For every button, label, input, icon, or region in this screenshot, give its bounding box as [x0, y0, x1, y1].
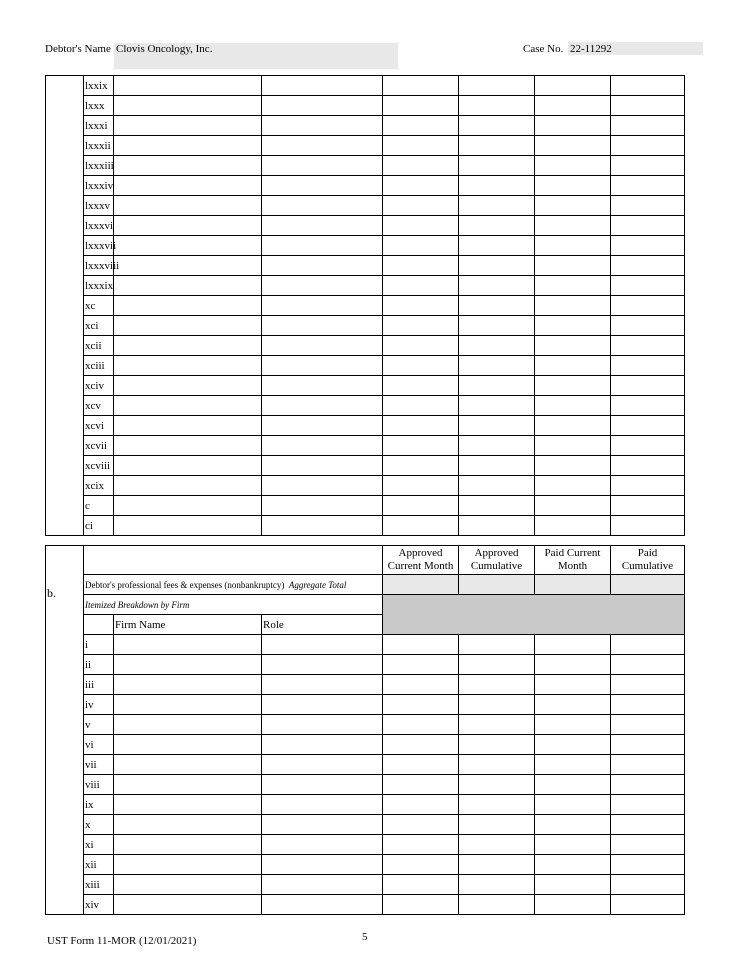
role-cell[interactable]: [262, 675, 383, 695]
approved-current-month-cell[interactable]: [383, 456, 459, 476]
approved-current-month-cell[interactable]: [383, 516, 459, 536]
approved-cumulative-cell[interactable]: [459, 116, 535, 136]
form-id: UST Form 11-MOR (12/01/2021): [47, 935, 197, 947]
approved-cumulative-cell[interactable]: [459, 635, 535, 655]
approved-cumulative-cell[interactable]: [459, 755, 535, 775]
role-cell[interactable]: [262, 855, 383, 875]
paid-current-month-cell[interactable]: [535, 516, 611, 536]
firm-name-cell[interactable]: [114, 376, 262, 396]
role-cell[interactable]: [262, 735, 383, 755]
paid-cumulative-cell[interactable]: [611, 396, 685, 416]
role-cell[interactable]: [262, 795, 383, 815]
approved-cumulative-cell[interactable]: [459, 276, 535, 296]
row-number: lxxxvii: [84, 236, 114, 256]
paid-cumulative-cell[interactable]: [611, 76, 685, 96]
approved-current-month-cell[interactable]: [383, 675, 459, 695]
approved-current-month-cell[interactable]: [383, 396, 459, 416]
role-cell[interactable]: [262, 496, 383, 516]
role-cell[interactable]: [262, 356, 383, 376]
approved-current-month-cell[interactable]: [383, 476, 459, 496]
paid-cumulative-cell[interactable]: [611, 755, 685, 775]
paid-cumulative-cell[interactable]: [611, 176, 685, 196]
approved-cumulative-cell[interactable]: [459, 895, 535, 915]
role-cell[interactable]: [262, 835, 383, 855]
paid-cumulative-cell[interactable]: [611, 835, 685, 855]
row-number: xci: [84, 316, 114, 336]
role-cell[interactable]: [262, 815, 383, 835]
approved-cumulative-cell[interactable]: [459, 815, 535, 835]
approved-cumulative-cell[interactable]: [459, 675, 535, 695]
paid-current-month-cell[interactable]: [535, 855, 611, 875]
role-cell[interactable]: [262, 316, 383, 336]
approved-current-month-cell[interactable]: [383, 96, 459, 116]
approved-current-month-cell[interactable]: [383, 116, 459, 136]
firm-name-cell[interactable]: [114, 795, 262, 815]
firm-name-cell[interactable]: [114, 436, 262, 456]
professional-fees-continuation-table: [45, 75, 685, 536]
paid-current-month-cell[interactable]: [535, 236, 611, 256]
aggregate-paid-current-month[interactable]: [535, 575, 611, 595]
paid-cumulative-cell[interactable]: [611, 236, 685, 256]
approved-cumulative-cell[interactable]: [459, 356, 535, 376]
approved-current-month-cell[interactable]: [383, 436, 459, 456]
paid-current-month-cell[interactable]: [535, 815, 611, 835]
role-cell[interactable]: [262, 236, 383, 256]
paid-current-month-cell[interactable]: [535, 835, 611, 855]
paid-cumulative-cell[interactable]: [611, 496, 685, 516]
paid-current-month-cell[interactable]: [535, 635, 611, 655]
role-cell[interactable]: [262, 96, 383, 116]
approved-current-month-cell[interactable]: [383, 755, 459, 775]
row-number: xcviii: [84, 456, 114, 476]
role-cell[interactable]: [262, 755, 383, 775]
approved-current-month-cell[interactable]: [383, 76, 459, 96]
role-cell[interactable]: [262, 256, 383, 276]
firm-name-header: Firm Name: [114, 615, 262, 635]
row-number: lxxxix: [84, 276, 114, 296]
paid-cumulative-cell[interactable]: [611, 875, 685, 895]
approved-current-month-cell[interactable]: [383, 376, 459, 396]
role-cell[interactable]: [262, 296, 383, 316]
firm-name-cell[interactable]: [114, 196, 262, 216]
approved-current-month-cell[interactable]: [383, 895, 459, 915]
role-cell[interactable]: [262, 336, 383, 356]
row-number: xciii: [84, 356, 114, 376]
row-number: xi: [84, 835, 114, 855]
paid-cumulative-cell[interactable]: [611, 336, 685, 356]
paid-cumulative-cell[interactable]: [611, 456, 685, 476]
aggregate-label: Debtor's professional fees & expenses (nonbankruptcy): [85, 579, 285, 590]
firm-name-cell[interactable]: [114, 356, 262, 376]
paid-current-month-cell[interactable]: [535, 396, 611, 416]
paid-current-month-cell[interactable]: [535, 735, 611, 755]
approved-current-month-cell[interactable]: [383, 735, 459, 755]
firm-name-cell[interactable]: [114, 296, 262, 316]
approved-current-month-cell[interactable]: [383, 196, 459, 216]
firm-name-cell[interactable]: [114, 516, 262, 536]
role-cell[interactable]: [262, 875, 383, 895]
firm-name-cell[interactable]: [114, 855, 262, 875]
paid-cumulative-cell[interactable]: [611, 256, 685, 276]
approved-current-month-cell[interactable]: [383, 875, 459, 895]
paid-cumulative-cell[interactable]: [611, 855, 685, 875]
paid-current-month-cell[interactable]: [535, 755, 611, 775]
approved-cumulative-cell[interactable]: [459, 456, 535, 476]
role-cell[interactable]: [262, 396, 383, 416]
approved-cumulative-cell[interactable]: [459, 795, 535, 815]
approved-cumulative-cell[interactable]: [459, 496, 535, 516]
paid-current-month-cell[interactable]: [535, 156, 611, 176]
paid-cumulative-cell[interactable]: [611, 136, 685, 156]
row-number: x: [84, 815, 114, 835]
case-number-label: Case No.: [523, 43, 564, 55]
row-number: xc: [84, 296, 114, 316]
aggregate-approved-cumulative[interactable]: [459, 575, 535, 595]
row-number: iv: [84, 695, 114, 715]
row-number: xciv: [84, 376, 114, 396]
paid-current-month-cell[interactable]: [535, 436, 611, 456]
paid-current-month-cell[interactable]: [535, 316, 611, 336]
approved-current-month-cell[interactable]: [383, 296, 459, 316]
approved-current-month-cell[interactable]: [383, 156, 459, 176]
paid-cumulative-cell[interactable]: [611, 735, 685, 755]
firm-name-cell[interactable]: [114, 815, 262, 835]
approved-current-month-cell[interactable]: [383, 236, 459, 256]
paid-current-month-cell[interactable]: [535, 715, 611, 735]
firm-name-cell[interactable]: [114, 476, 262, 496]
paid-current-month-cell[interactable]: [535, 875, 611, 895]
approved-cumulative-cell[interactable]: [459, 835, 535, 855]
role-cell[interactable]: [262, 655, 383, 675]
row-number: lxxx: [84, 96, 114, 116]
firm-name-cell[interactable]: [114, 116, 262, 136]
approved-cumulative-cell[interactable]: [459, 715, 535, 735]
approved-current-month-cell[interactable]: [383, 775, 459, 795]
row-number: lxxxv: [84, 196, 114, 216]
role-cell[interactable]: [262, 176, 383, 196]
paid-current-month-cell[interactable]: [535, 456, 611, 476]
row-number: vi: [84, 735, 114, 755]
row-number: xcvii: [84, 436, 114, 456]
approved-cumulative-cell[interactable]: [459, 256, 535, 276]
firm-name-cell[interactable]: [114, 176, 262, 196]
row-number: lxxxii: [84, 136, 114, 156]
paid-current-month-cell[interactable]: [535, 96, 611, 116]
role-cell[interactable]: [262, 516, 383, 536]
approved-cumulative-cell[interactable]: [459, 735, 535, 755]
firm-name-cell[interactable]: [114, 236, 262, 256]
paid-cumulative-cell[interactable]: [611, 416, 685, 436]
firm-name-cell[interactable]: [114, 96, 262, 116]
itemized-gray-block: [383, 595, 685, 635]
row-number: c: [84, 496, 114, 516]
approved-cumulative-cell[interactable]: [459, 436, 535, 456]
firm-name-cell[interactable]: [114, 136, 262, 156]
approved-current-month-cell[interactable]: [383, 356, 459, 376]
row-number: iii: [84, 675, 114, 695]
role-cell[interactable]: [262, 416, 383, 436]
row-number: xiii: [84, 875, 114, 895]
role-cell[interactable]: [262, 635, 383, 655]
row-number: vii: [84, 755, 114, 775]
paid-current-month-cell[interactable]: [535, 775, 611, 795]
debtor-name-label: Debtor's Name: [45, 43, 111, 55]
approved-current-month-cell[interactable]: [383, 815, 459, 835]
paid-current-month-cell[interactable]: [535, 116, 611, 136]
row-number: lxxxvi: [84, 216, 114, 236]
approved-cumulative-cell[interactable]: [459, 655, 535, 675]
paid-cumulative-cell[interactable]: [611, 436, 685, 456]
approved-cumulative-cell[interactable]: [459, 76, 535, 96]
approved-current-month-cell[interactable]: [383, 715, 459, 735]
approved-cumulative-cell[interactable]: [459, 316, 535, 336]
paid-current-month-cell[interactable]: [535, 256, 611, 276]
role-cell[interactable]: [262, 476, 383, 496]
role-cell[interactable]: [262, 456, 383, 476]
paid-current-month-cell[interactable]: [535, 136, 611, 156]
approved-cumulative-cell[interactable]: [459, 336, 535, 356]
row-number: xcv: [84, 396, 114, 416]
approved-cumulative-cell[interactable]: [459, 775, 535, 795]
section-letter: b.: [47, 585, 56, 600]
paid-cumulative-cell[interactable]: [611, 516, 685, 536]
paid-cumulative-cell[interactable]: [611, 815, 685, 835]
col-header-approved-cumulative: Approved Cumulative: [459, 546, 535, 575]
paid-cumulative-cell[interactable]: [611, 895, 685, 915]
approved-current-month-cell[interactable]: [383, 276, 459, 296]
paid-cumulative-cell[interactable]: [611, 675, 685, 695]
paid-cumulative-cell[interactable]: [611, 775, 685, 795]
header-blank-cell: [84, 546, 383, 575]
firm-name-cell[interactable]: [114, 216, 262, 236]
aggregate-approved-current-month[interactable]: [383, 575, 459, 595]
firm-name-cell[interactable]: [114, 835, 262, 855]
row-number: ix: [84, 795, 114, 815]
approved-cumulative-cell[interactable]: [459, 196, 535, 216]
aggregate-total-label: Aggregate Total: [288, 579, 347, 590]
role-cell[interactable]: [262, 196, 383, 216]
firm-name-cell[interactable]: [114, 396, 262, 416]
firm-name-cell[interactable]: [114, 456, 262, 476]
debtor-professional-fees-table: [45, 545, 685, 915]
firm-name-cell[interactable]: [114, 156, 262, 176]
row-number: xii: [84, 855, 114, 875]
debtor-name-value[interactable]: Clovis Oncology, Inc.: [116, 43, 213, 55]
row-number: ii: [84, 655, 114, 675]
row-number-header: [84, 615, 114, 635]
paid-cumulative-cell[interactable]: [611, 356, 685, 376]
row-number: xcix: [84, 476, 114, 496]
firm-name-cell[interactable]: [114, 496, 262, 516]
firm-name-cell[interactable]: [114, 735, 262, 755]
approved-cumulative-cell[interactable]: [459, 176, 535, 196]
paid-current-month-cell[interactable]: [535, 895, 611, 915]
paid-current-month-cell[interactable]: [535, 176, 611, 196]
role-cell[interactable]: [262, 895, 383, 915]
aggregate-paid-cumulative[interactable]: [611, 575, 685, 595]
approved-current-month-cell[interactable]: [383, 336, 459, 356]
paid-current-month-cell[interactable]: [535, 216, 611, 236]
section-letter-cell: [46, 546, 84, 915]
approved-cumulative-cell[interactable]: [459, 396, 535, 416]
approved-cumulative-cell[interactable]: [459, 416, 535, 436]
paid-cumulative-cell[interactable]: [611, 216, 685, 236]
firm-name-cell[interactable]: [114, 655, 262, 675]
paid-cumulative-cell[interactable]: [611, 695, 685, 715]
paid-current-month-cell[interactable]: [535, 376, 611, 396]
role-cell[interactable]: [262, 156, 383, 176]
firm-name-cell[interactable]: [114, 695, 262, 715]
paid-current-month-cell[interactable]: [535, 655, 611, 675]
approved-current-month-cell[interactable]: [383, 635, 459, 655]
paid-current-month-cell[interactable]: [535, 336, 611, 356]
role-cell[interactable]: [262, 116, 383, 136]
approved-cumulative-cell[interactable]: [459, 695, 535, 715]
firm-name-cell[interactable]: [114, 76, 262, 96]
role-cell[interactable]: [262, 436, 383, 456]
paid-cumulative-cell[interactable]: [611, 116, 685, 136]
paid-cumulative-cell[interactable]: [611, 635, 685, 655]
approved-cumulative-cell[interactable]: [459, 875, 535, 895]
role-cell[interactable]: [262, 376, 383, 396]
firm-name-cell[interactable]: [114, 635, 262, 655]
firm-name-cell[interactable]: [114, 895, 262, 915]
paid-cumulative-cell[interactable]: [611, 276, 685, 296]
firm-name-cell[interactable]: [114, 775, 262, 795]
firm-name-cell[interactable]: [114, 715, 262, 735]
row-number: ci: [84, 516, 114, 536]
paid-cumulative-cell[interactable]: [611, 655, 685, 675]
paid-cumulative-cell[interactable]: [611, 96, 685, 116]
firm-name-cell[interactable]: [114, 336, 262, 356]
row-number: xcvi: [84, 416, 114, 436]
row-number: xiv: [84, 895, 114, 915]
aggregate-row-label: [84, 575, 383, 595]
approved-cumulative-cell[interactable]: [459, 216, 535, 236]
row-number: viii: [84, 775, 114, 795]
row-number: i: [84, 635, 114, 655]
approved-current-month-cell[interactable]: [383, 795, 459, 815]
case-number-value[interactable]: 22-11292: [570, 43, 612, 55]
role-cell[interactable]: [262, 695, 383, 715]
approved-cumulative-cell[interactable]: [459, 156, 535, 176]
row-number: lxxxiv: [84, 176, 114, 196]
paid-current-month-cell[interactable]: [535, 695, 611, 715]
paid-current-month-cell[interactable]: [535, 795, 611, 815]
paid-cumulative-cell[interactable]: [611, 316, 685, 336]
role-cell[interactable]: [262, 136, 383, 156]
approved-current-month-cell[interactable]: [383, 256, 459, 276]
role-header: Role: [262, 615, 383, 635]
approved-cumulative-cell[interactable]: [459, 136, 535, 156]
approved-current-month-cell[interactable]: [383, 316, 459, 336]
paid-cumulative-cell[interactable]: [611, 476, 685, 496]
firm-name-cell[interactable]: [114, 875, 262, 895]
paid-cumulative-cell[interactable]: [611, 715, 685, 735]
row-number: lxxxi: [84, 116, 114, 136]
col-header-paid-current-month: Paid Current Month: [535, 546, 611, 575]
approved-cumulative-cell[interactable]: [459, 855, 535, 875]
approved-current-month-cell[interactable]: [383, 695, 459, 715]
approved-current-month-cell[interactable]: [383, 496, 459, 516]
approved-current-month-cell[interactable]: [383, 176, 459, 196]
approved-cumulative-cell[interactable]: [459, 236, 535, 256]
paid-cumulative-cell[interactable]: [611, 795, 685, 815]
approved-cumulative-cell[interactable]: [459, 516, 535, 536]
firm-name-cell[interactable]: [114, 755, 262, 775]
approved-current-month-cell[interactable]: [383, 216, 459, 236]
paid-current-month-cell[interactable]: [535, 496, 611, 516]
approved-current-month-cell[interactable]: [383, 655, 459, 675]
paid-current-month-cell[interactable]: [535, 356, 611, 376]
col-header-paid-cumulative: Paid Cumulative: [611, 546, 685, 575]
paid-current-month-cell[interactable]: [535, 476, 611, 496]
paid-current-month-cell[interactable]: [535, 296, 611, 316]
approved-cumulative-cell[interactable]: [459, 296, 535, 316]
row-number: v: [84, 715, 114, 735]
col-header-approved-current-month: Approved Current Month: [383, 546, 459, 575]
firm-name-cell[interactable]: [114, 675, 262, 695]
role-cell[interactable]: [262, 276, 383, 296]
paid-cumulative-cell[interactable]: [611, 196, 685, 216]
row-number: xcii: [84, 336, 114, 356]
approved-current-month-cell[interactable]: [383, 136, 459, 156]
paid-current-month-cell[interactable]: [535, 675, 611, 695]
paid-current-month-cell[interactable]: [535, 76, 611, 96]
firm-name-cell[interactable]: [114, 256, 262, 276]
approved-cumulative-cell[interactable]: [459, 476, 535, 496]
row-number: lxxxviii: [84, 256, 114, 276]
role-cell[interactable]: [262, 76, 383, 96]
row-number: lxxix: [84, 76, 114, 96]
paid-current-month-cell[interactable]: [535, 196, 611, 216]
paid-cumulative-cell[interactable]: [611, 376, 685, 396]
role-cell[interactable]: [262, 775, 383, 795]
approved-current-month-cell[interactable]: [383, 835, 459, 855]
firm-name-cell[interactable]: [114, 416, 262, 436]
role-cell[interactable]: [262, 715, 383, 735]
paid-cumulative-cell[interactable]: [611, 156, 685, 176]
approved-current-month-cell[interactable]: [383, 855, 459, 875]
role-cell[interactable]: [262, 216, 383, 236]
row-number: lxxxiii: [84, 156, 114, 176]
approved-cumulative-cell[interactable]: [459, 96, 535, 116]
section-letter-cell: [46, 76, 84, 536]
paid-current-month-cell[interactable]: [535, 276, 611, 296]
firm-name-cell[interactable]: [114, 316, 262, 336]
approved-current-month-cell[interactable]: [383, 416, 459, 436]
firm-name-cell[interactable]: [114, 276, 262, 296]
page-number: 5: [362, 931, 368, 943]
itemized-breakdown-label: Itemized Breakdown by Firm: [84, 595, 383, 615]
paid-current-month-cell[interactable]: [535, 416, 611, 436]
approved-cumulative-cell[interactable]: [459, 376, 535, 396]
paid-cumulative-cell[interactable]: [611, 296, 685, 316]
